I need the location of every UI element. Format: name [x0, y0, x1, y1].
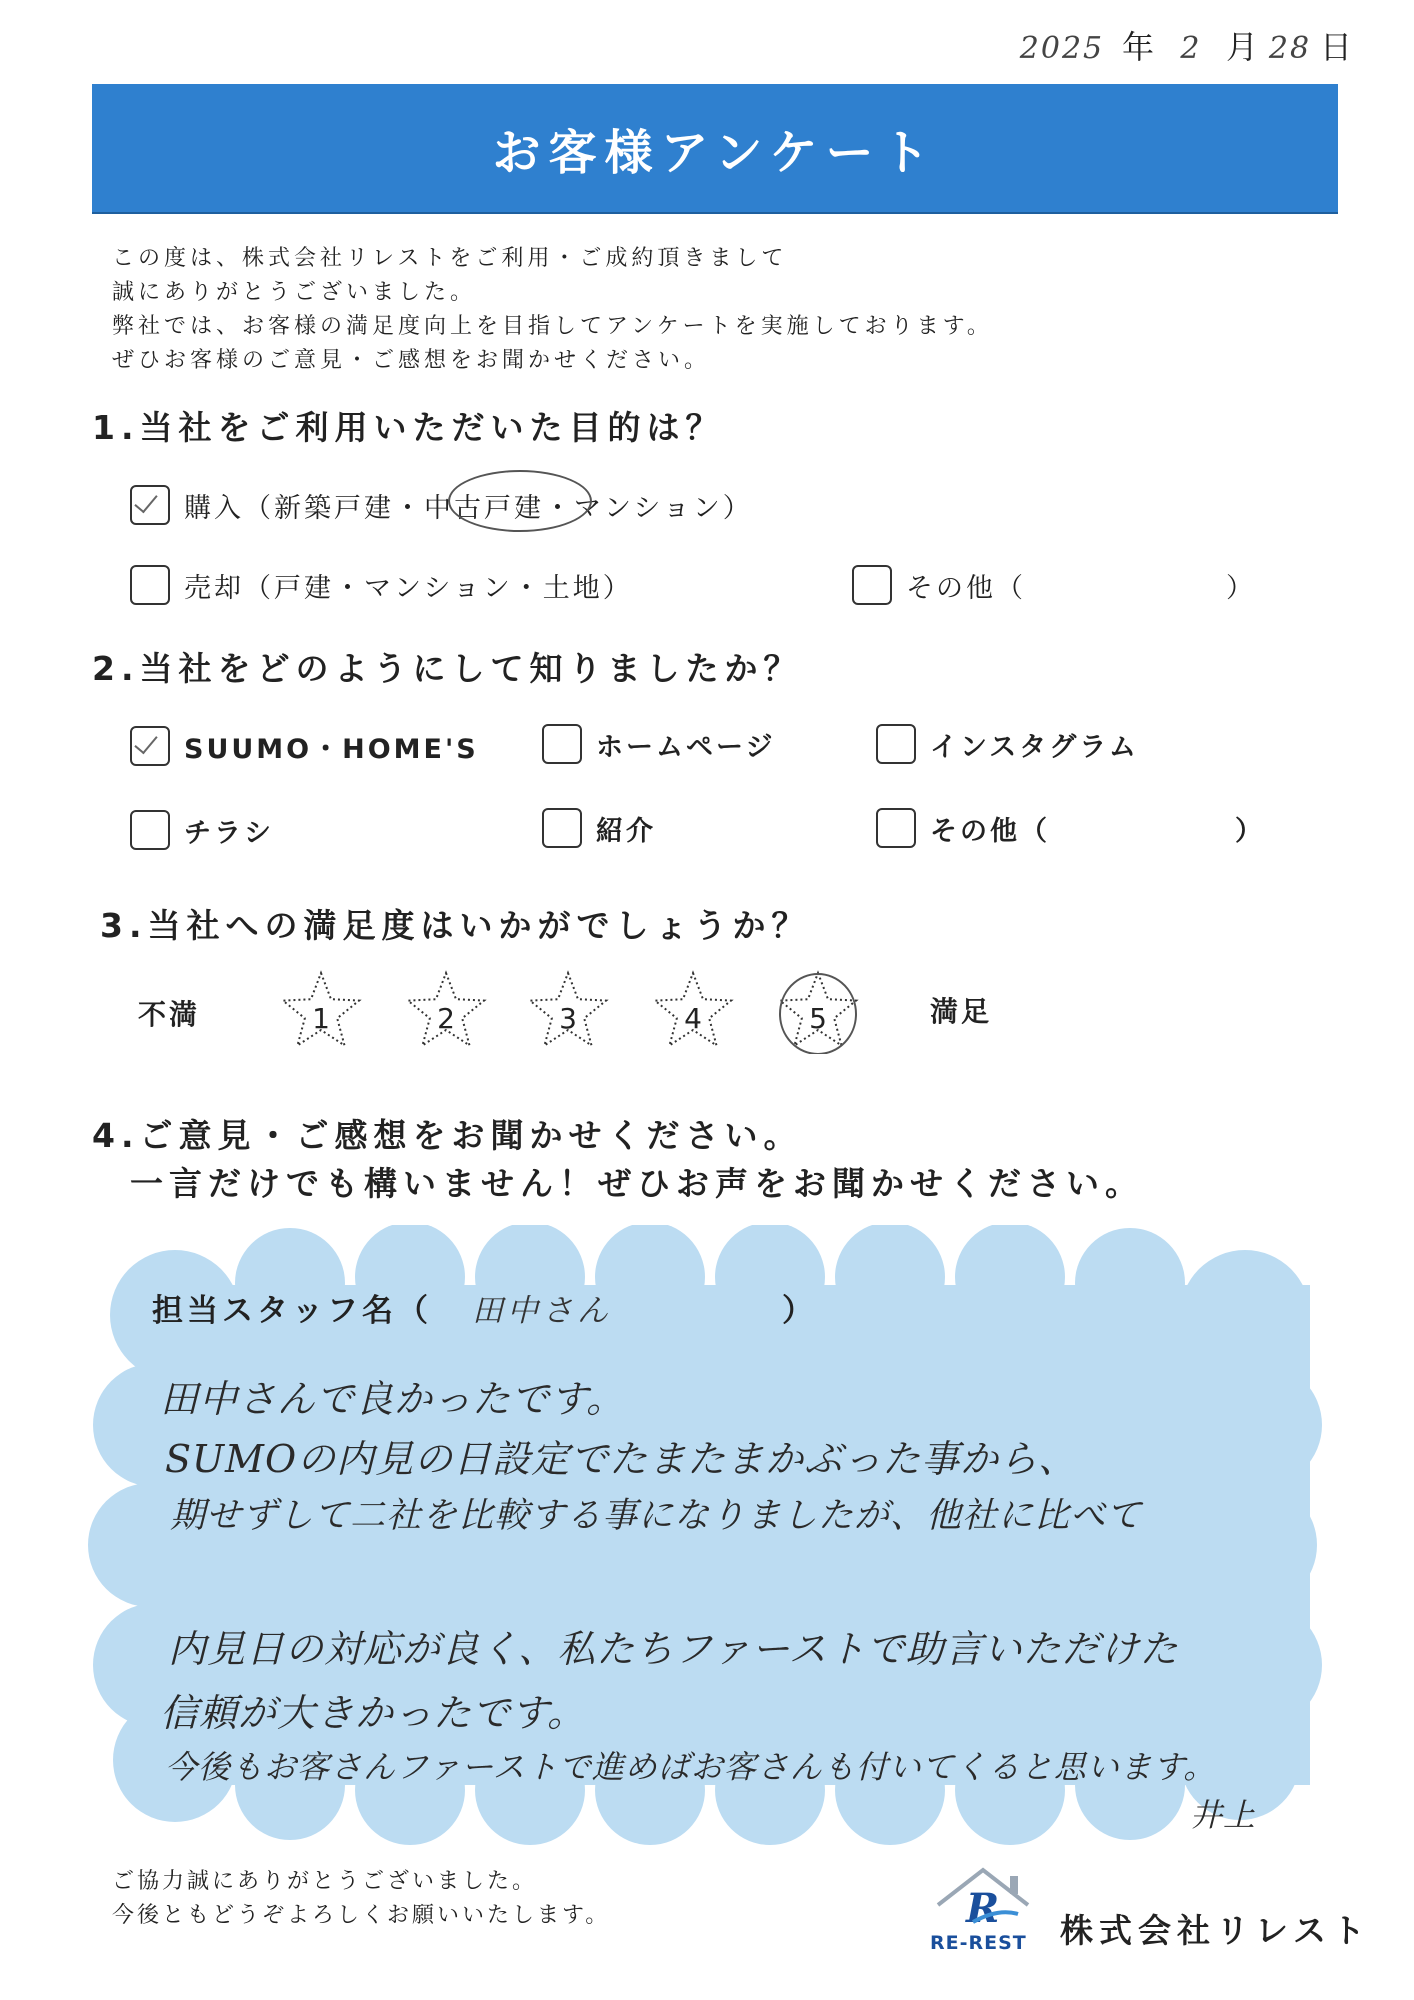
option-instagram[interactable]: [876, 724, 1139, 764]
question-1: 1.当社をご利用いただいた目的は？: [92, 408, 725, 447]
signature: 井上: [1190, 1796, 1257, 1834]
staff-close: ）: [782, 1293, 817, 1329]
rating-star-5[interactable]: [775, 968, 861, 1054]
checkbox-q2-other[interactable]: [876, 808, 916, 848]
checkbox-homepage[interactable]: [542, 724, 582, 764]
comment-line: 田中さんで良かったです。: [160, 1377, 625, 1421]
rating-star-2[interactable]: [403, 968, 489, 1054]
rating-star-label: 5: [809, 1002, 827, 1035]
rating-star-3[interactable]: [525, 968, 611, 1054]
intro-text: [112, 242, 993, 378]
option-referral[interactable]: [542, 808, 656, 848]
checkbox-referral[interactable]: [542, 808, 582, 848]
checkbox-purchase[interactable]: [130, 485, 170, 525]
company-name: 株式会社リレスト: [1060, 1911, 1372, 1950]
footer-line: ご協力誠にありがとうございました。: [112, 1869, 538, 1894]
comment-line: 今後もお客さんファーストで進めばお客さんも付いてくると思います。: [165, 1748, 1217, 1786]
option-referral-label: 紹介: [596, 815, 656, 847]
rating-star-label: 3: [559, 1002, 577, 1035]
scale-high-label: 満足: [930, 995, 993, 1028]
checkbox-q1-other[interactable]: [852, 565, 892, 605]
comment-line: 期せずして二社を比較する事になりましたが、他社に比べて: [170, 1496, 1143, 1536]
option-q1-other[interactable]: [852, 565, 1256, 605]
intro-line: ぜひお客様のご意見・ご感想をお聞かせください。: [112, 348, 711, 373]
checkbox-sale[interactable]: [130, 565, 170, 605]
rating-star-4[interactable]: [650, 968, 736, 1054]
option-suumo[interactable]: [130, 726, 479, 766]
comment-line: SUMOの内見の日設定でたまたまかぶった事から、: [165, 1437, 1078, 1481]
option-q1-other-close: ）: [1226, 572, 1256, 604]
option-purchase[interactable]: [130, 485, 753, 525]
logo-text: RE-REST: [930, 1932, 1027, 1954]
question-4-line-2: 一言だけでも構いません！ぜひお声をお聞かせください。: [130, 1164, 1144, 1203]
svg-text:R: R: [966, 1885, 1000, 1932]
intro-line: 誠にありがとうございました。: [112, 280, 477, 305]
option-flyer-label: チラシ: [184, 817, 274, 849]
date-field: [1002, 22, 1354, 68]
option-q2-other[interactable]: [876, 808, 1265, 848]
circle-mark-used-house: [448, 470, 592, 532]
date-month-unit: 月: [1225, 28, 1260, 66]
option-homepage-label: ホームページ: [596, 731, 776, 763]
footer-line: 今後ともどうぞよろしくお願いいたします。: [112, 1903, 611, 1928]
comment-line: 信頼が大きかったです。: [160, 1691, 586, 1735]
staff-label: 担当スタッフ名（: [152, 1293, 432, 1329]
rating-star-label: 2: [437, 1002, 455, 1035]
date-month: 2: [1180, 31, 1202, 66]
option-sale[interactable]: [130, 565, 633, 605]
option-instagram-label: インスタグラム: [930, 731, 1139, 763]
question-4-line-1: 4.ご意見・ご感想をお聞かせください。: [92, 1116, 803, 1155]
question-3: 3.当社への満足度はいかがでしょうか？: [100, 906, 811, 945]
option-q2-other-label: その他（: [930, 815, 1050, 847]
option-q2-other-close: ）: [1235, 815, 1265, 847]
option-flyer[interactable]: [130, 810, 274, 850]
staff-name-field: [152, 1285, 817, 1330]
footer-thanks: [112, 1865, 610, 1933]
rating-star-label: 1: [312, 1002, 330, 1035]
title-banner: [92, 84, 1338, 212]
option-sale-label: 売却（戸建・マンション・土地）: [184, 572, 633, 604]
intro-line: 弊社では、お客様の満足度向上を目指してアンケートを実施しております。: [112, 314, 993, 339]
date-day-unit: 日: [1319, 28, 1354, 66]
option-purchase-label: 購入（新築戸建・中古戸建・マンション）: [184, 492, 753, 524]
intro-line: この度は、株式会社リレストをご利用・ご成約頂きまして: [112, 246, 788, 271]
page-title: お客様アンケート: [492, 124, 938, 181]
option-q1-other-label: その他（: [906, 572, 1026, 604]
scale-low-label: 不満: [138, 998, 201, 1031]
checkbox-instagram[interactable]: [876, 724, 916, 764]
date-year: 2025: [1019, 31, 1105, 66]
rating-star-label: 4: [684, 1002, 702, 1035]
rating-star-1[interactable]: [278, 968, 364, 1054]
comment-line: 内見日の対応が良く、私たちファーストで助言いただけた: [168, 1627, 1179, 1671]
question-2: 2.当社をどのようにして知りましたか？: [92, 649, 803, 688]
option-suumo-label: SUUMO・HOME'S: [184, 733, 479, 765]
date-year-unit: 年: [1121, 28, 1156, 66]
option-homepage[interactable]: [542, 724, 775, 764]
checkbox-suumo[interactable]: [130, 726, 170, 766]
staff-name: 田中さん: [472, 1293, 612, 1329]
checkbox-flyer[interactable]: [130, 810, 170, 850]
date-day: 28: [1268, 31, 1312, 66]
